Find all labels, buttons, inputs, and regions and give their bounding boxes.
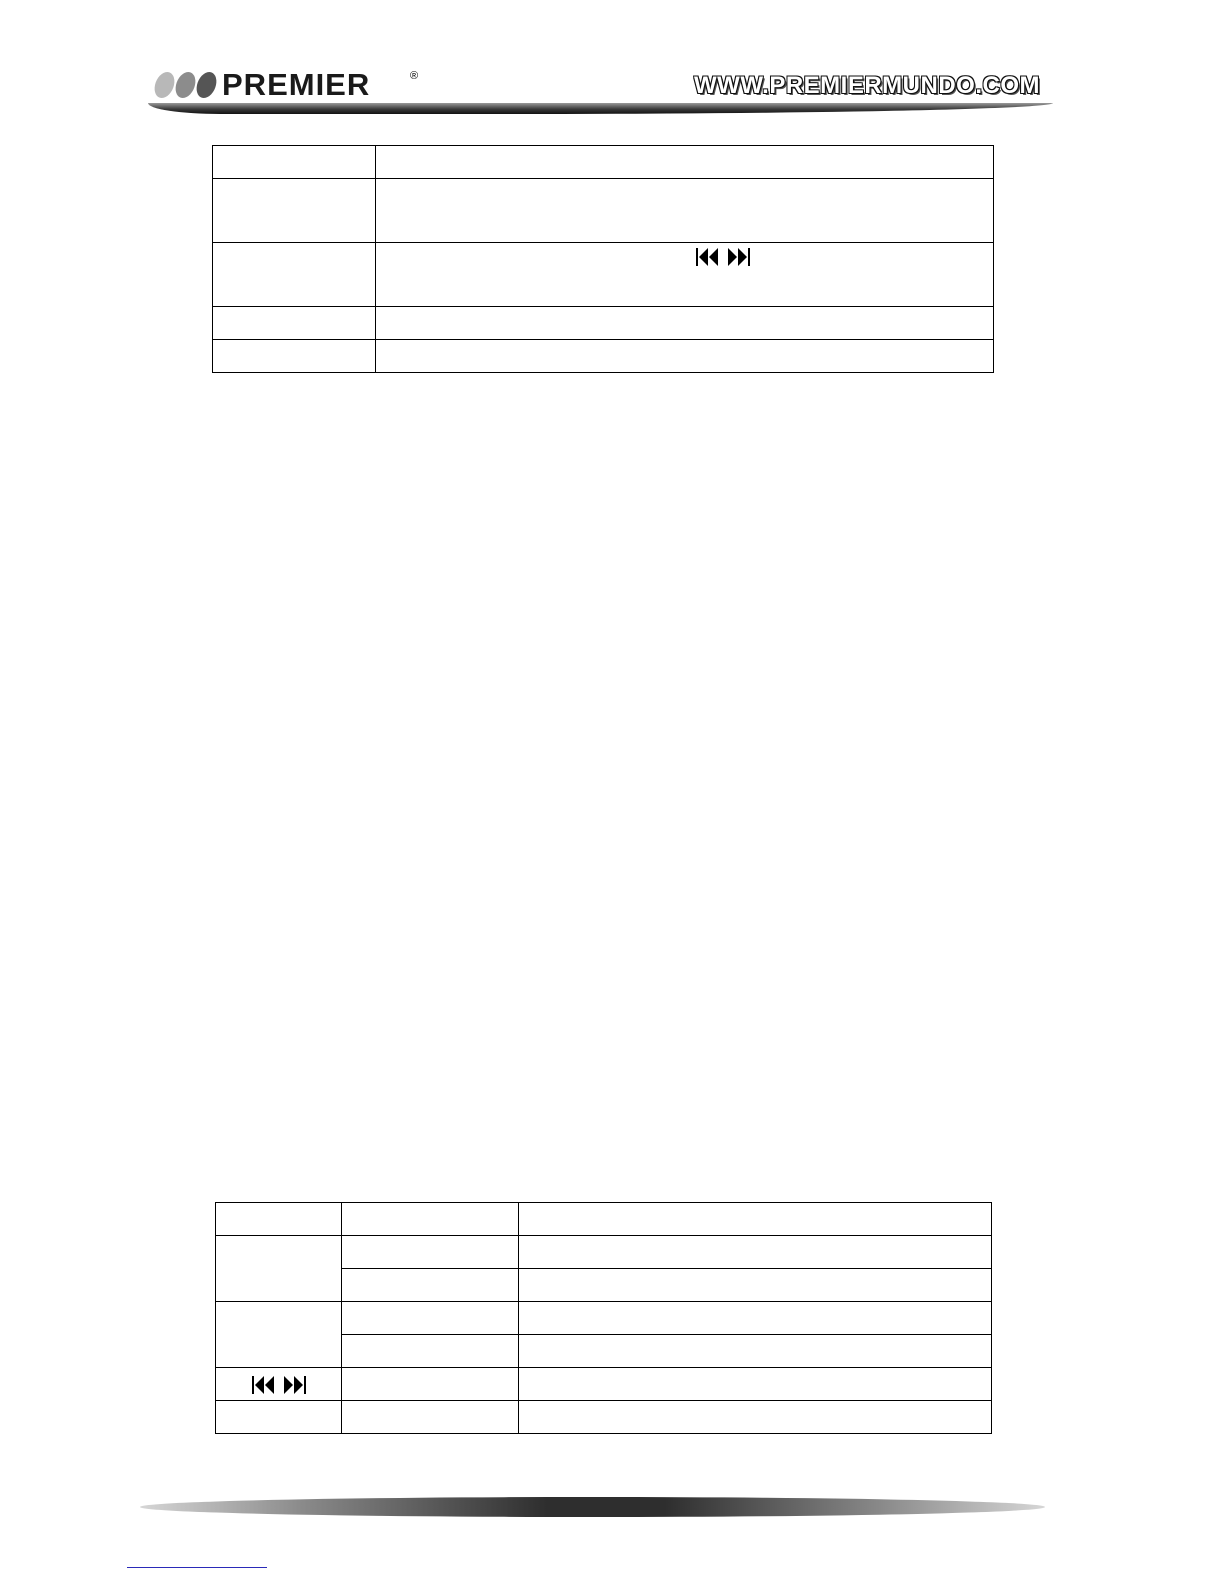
table-cell <box>342 1203 519 1236</box>
table-cell <box>216 1368 342 1401</box>
table-cell <box>213 340 376 373</box>
table-cell <box>519 1269 992 1302</box>
table-cell <box>519 1203 992 1236</box>
table-cell <box>342 1368 519 1401</box>
table-cell <box>213 243 376 307</box>
table-cell <box>376 179 994 243</box>
registered-mark: ® <box>410 70 419 82</box>
table-cell <box>519 1236 992 1269</box>
table-cell <box>376 340 994 373</box>
table-row <box>213 146 994 179</box>
table-row <box>216 1368 992 1401</box>
logo-dot-dark <box>194 72 219 98</box>
header-divider <box>148 103 1053 114</box>
table-cell <box>213 307 376 340</box>
table-cell <box>519 1335 992 1368</box>
bottom-table <box>215 1202 992 1434</box>
skip-next-icon <box>282 1376 306 1394</box>
table-cell <box>376 146 994 179</box>
footer-divider <box>140 1497 1045 1517</box>
table-cell <box>342 1335 519 1368</box>
logo-dot-light <box>152 72 177 98</box>
table-row <box>213 243 994 307</box>
table-row <box>213 340 994 373</box>
skip-previous-icon <box>696 248 720 266</box>
page-header <box>0 0 1225 130</box>
website-url[interactable]: WWW.PREMIERMUNDO.COM <box>694 72 1040 99</box>
table-cell <box>519 1401 992 1434</box>
skip-next-icon <box>726 248 750 266</box>
table-row <box>213 179 994 243</box>
table-cell-merged <box>216 1236 342 1302</box>
skip-previous-next-icon <box>252 1376 306 1394</box>
table-cell <box>213 146 376 179</box>
table-row <box>216 1236 992 1269</box>
brand-logo-text: PREMIER <box>222 67 371 102</box>
table-cell <box>216 1203 342 1236</box>
table-row <box>216 1401 992 1434</box>
table-cell <box>216 1401 342 1434</box>
table-row <box>213 307 994 340</box>
table-cell <box>342 1401 519 1434</box>
table-cell <box>342 1269 519 1302</box>
top-table <box>212 145 994 373</box>
table-cell <box>342 1302 519 1335</box>
table-row <box>216 1302 992 1335</box>
skip-previous-icon <box>252 1376 276 1394</box>
table-cell-merged <box>216 1302 342 1368</box>
table-cell <box>519 1368 992 1401</box>
footer-link-underline[interactable] <box>127 1567 267 1568</box>
table-cell <box>376 307 994 340</box>
table-cell <box>213 179 376 243</box>
table-cell <box>376 243 994 307</box>
table-row <box>216 1203 992 1236</box>
logo-dot-mid <box>173 72 198 98</box>
table-cell <box>519 1302 992 1335</box>
skip-previous-next-icon <box>696 248 750 266</box>
table-cell <box>342 1236 519 1269</box>
premier-logo-dots <box>155 72 217 100</box>
